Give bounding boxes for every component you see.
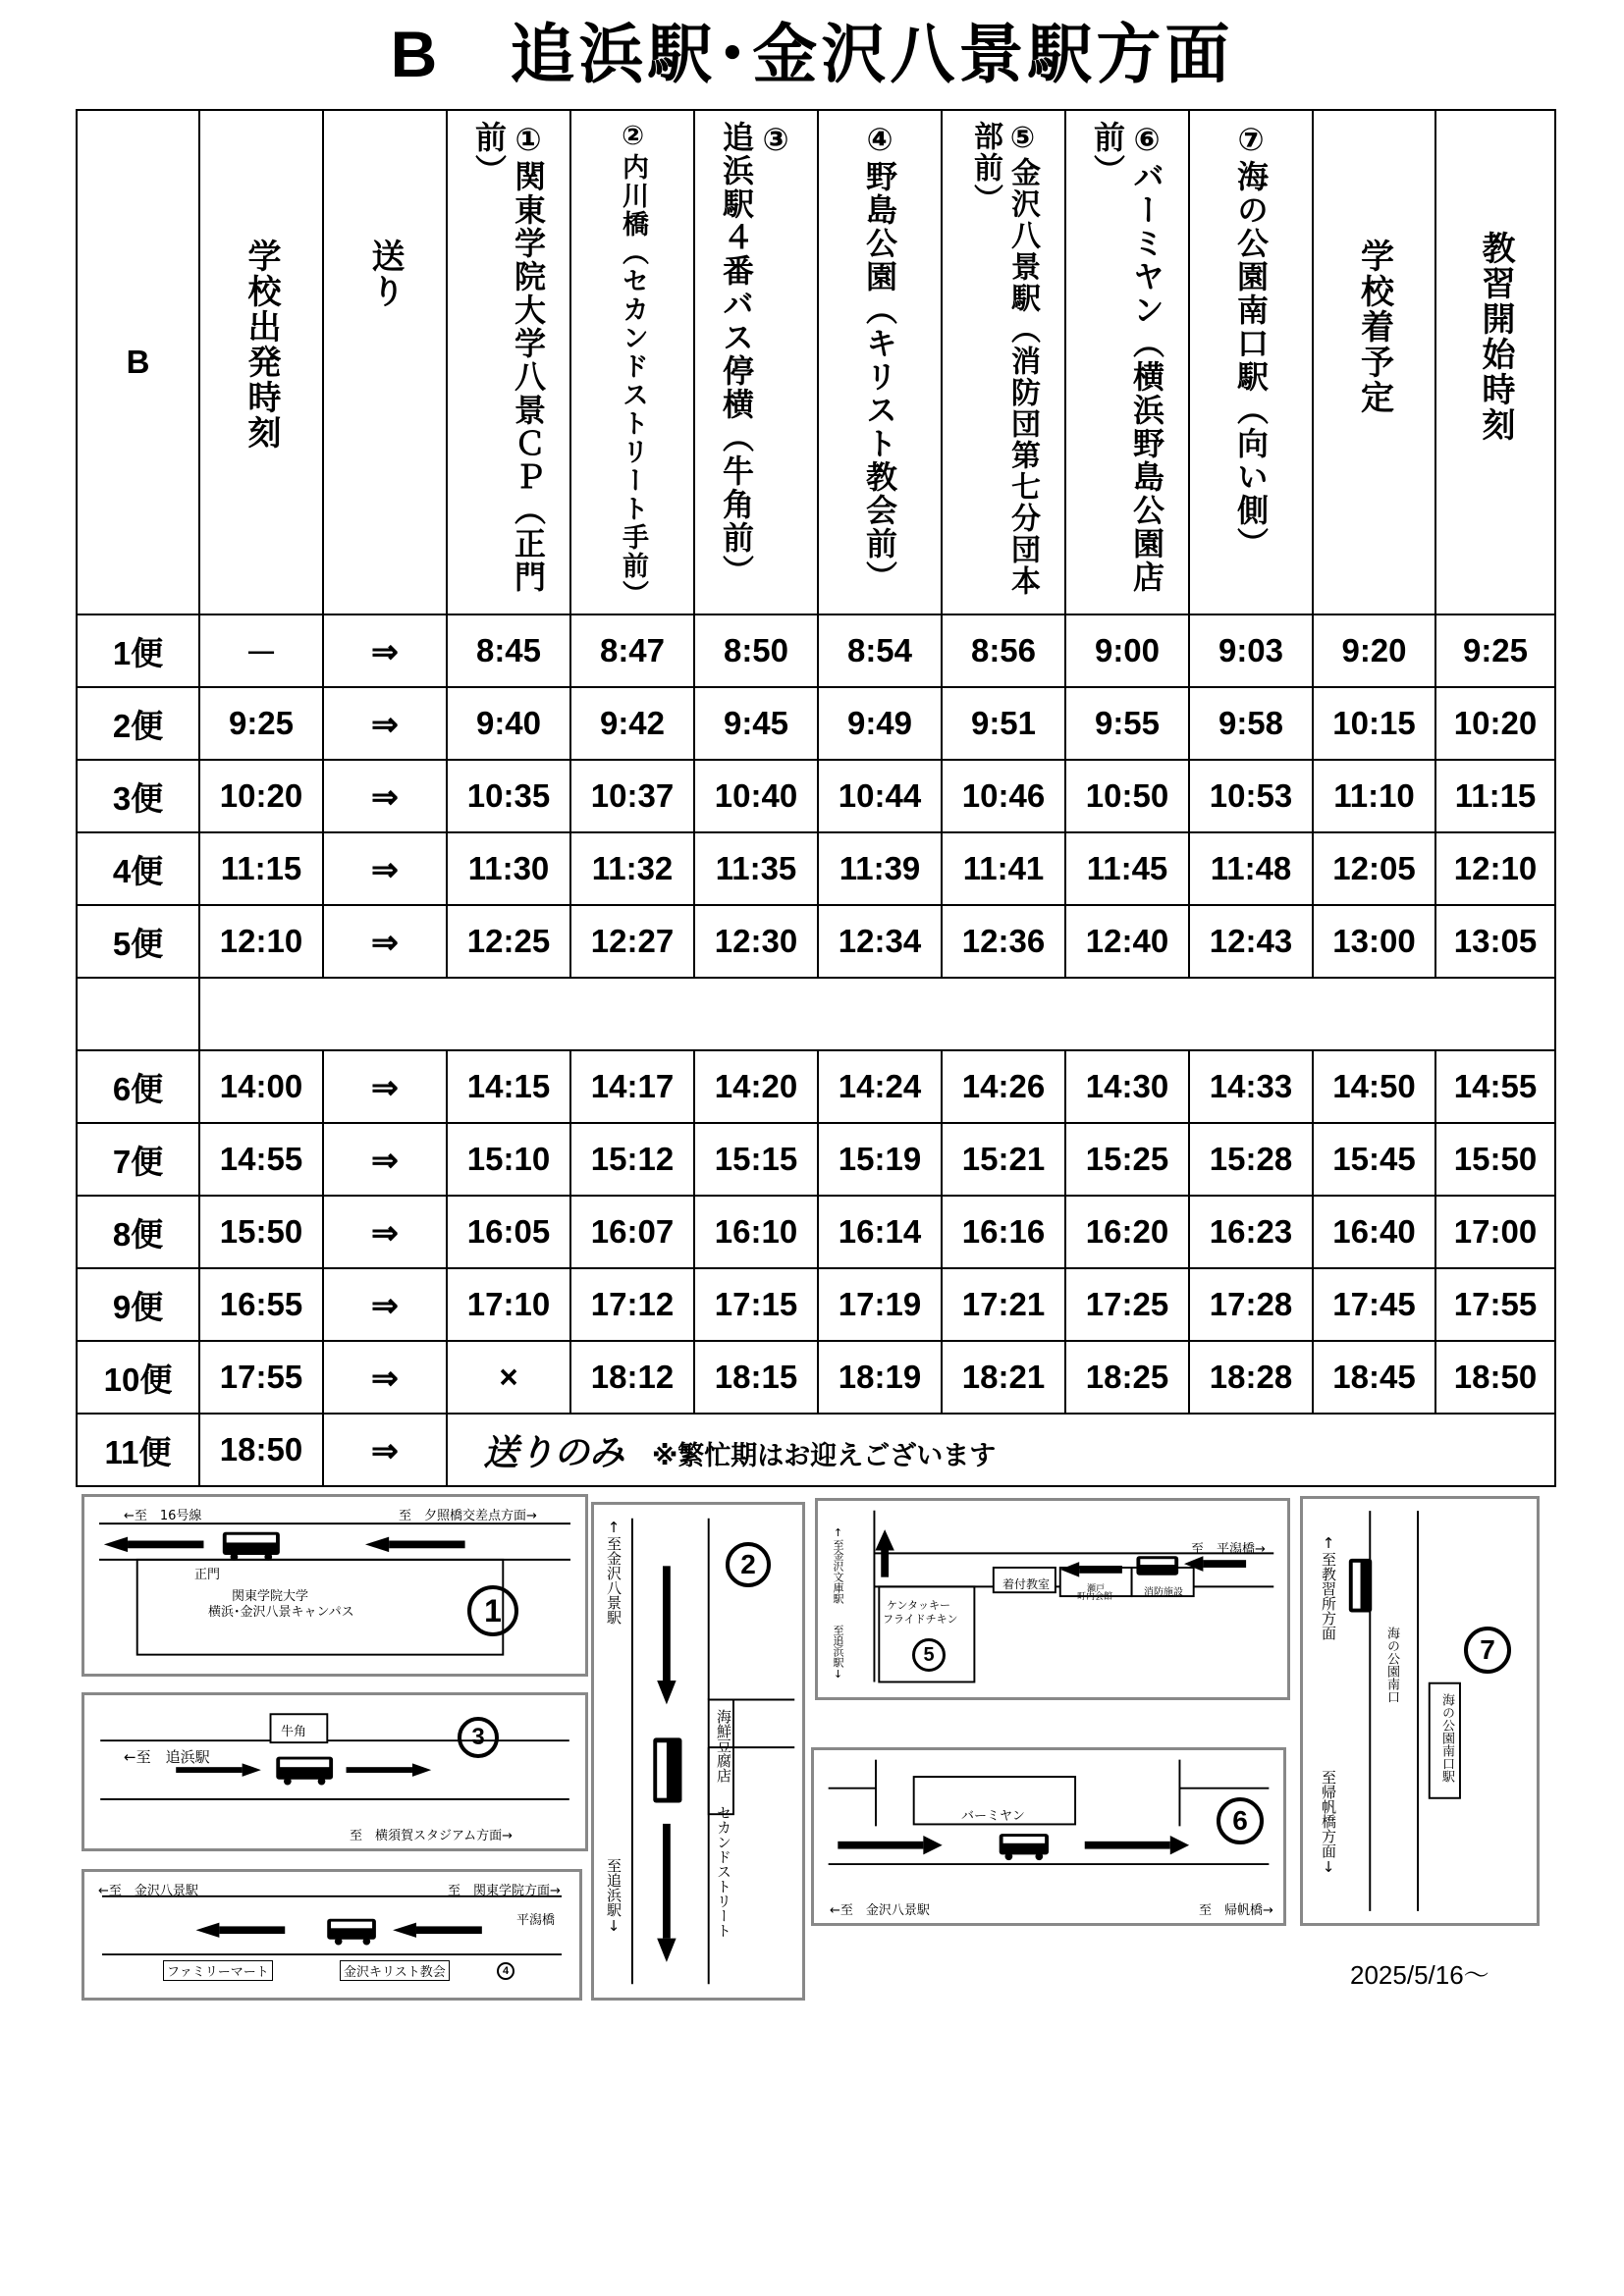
time-cell: 10:40	[694, 760, 818, 832]
time-cell: 11:35	[694, 832, 818, 905]
stop-number: ④	[861, 121, 898, 160]
header-stop-5	[942, 110, 1065, 614]
time-cell: 18:50	[1435, 1341, 1555, 1414]
map-label: 正門	[194, 1568, 221, 1582]
stop-name: 金沢八景駅（消防団第七分団本部前）	[968, 121, 1040, 597]
time-cell: ⇒	[323, 905, 447, 978]
time-cell: 9:58	[1189, 687, 1313, 760]
time-cell: 18:28	[1189, 1341, 1313, 1414]
map-stop-1	[81, 1494, 588, 1677]
map-6-drawing	[814, 1750, 1283, 1923]
map-label: フライドチキン	[883, 1613, 958, 1626]
header-lesson	[1435, 110, 1555, 614]
timetable-morning	[77, 614, 1555, 978]
time-cell: ⇒	[323, 1414, 447, 1486]
time-cell: 14:55	[199, 1123, 323, 1196]
map-label: 海鮮豆腐店	[715, 1709, 732, 1783]
trip-label: 6便	[77, 1050, 199, 1123]
stop-marker: 2	[726, 1542, 771, 1587]
map-label: 至追浜駅↓	[605, 1858, 623, 1935]
time-cell: 15:28	[1189, 1123, 1313, 1196]
table-row	[77, 760, 1555, 832]
time-cell: 11:30	[447, 832, 570, 905]
stop-number: ③	[757, 121, 794, 160]
time-cell: 9:20	[1313, 614, 1435, 687]
stop-marker: 4	[497, 1962, 514, 1980]
map-label: 金沢キリスト教会	[340, 1960, 450, 1981]
map-label: ←至 金沢八景駅	[830, 1903, 930, 1918]
stop-marker: 1	[467, 1585, 518, 1636]
time-cell: 16:14	[818, 1196, 942, 1268]
time-cell: 10:35	[447, 760, 570, 832]
time-cell: 9:25	[1435, 614, 1555, 687]
time-cell: 17:19	[818, 1268, 942, 1341]
table-row	[77, 1123, 1555, 1196]
timetable	[76, 109, 1556, 1487]
map-label: ←至 追浜駅	[124, 1748, 210, 1766]
map-label: 関東学院大学	[232, 1589, 309, 1604]
header-stop-1	[447, 110, 570, 614]
header-row	[77, 110, 1555, 614]
map-label: ↑至教習所方面	[1320, 1534, 1337, 1640]
trip-label: 10便	[77, 1341, 199, 1414]
trip-label: 2便	[77, 687, 199, 760]
time-cell: 16:05	[447, 1196, 570, 1268]
route-destination: 追浜駅･金沢八景駅方面	[510, 17, 1234, 92]
time-cell: 15:50	[1435, 1123, 1555, 1196]
map-stop-4	[81, 1869, 582, 2001]
stop-name: 追浜駅４番バス停横（牛角前）	[718, 121, 755, 588]
time-cell: ⇒	[323, 1050, 447, 1123]
stop-name: 海の公園南口駅（向い側）	[1232, 160, 1270, 561]
time-cell: 10:37	[570, 760, 694, 832]
time-cell: 16:16	[942, 1196, 1065, 1268]
time-cell: 17:00	[1435, 1196, 1555, 1268]
trip-label: 4便	[77, 832, 199, 905]
time-cell: 11:10	[1313, 760, 1435, 832]
map-label: 至 平潟橋→	[1191, 1542, 1266, 1557]
time-cell: 12:10	[199, 905, 323, 978]
header-label: 送り	[365, 239, 405, 309]
map-stop-7	[1300, 1496, 1540, 1926]
table-row	[77, 1341, 1555, 1414]
map-label: ←至 金沢八景駅	[98, 1884, 198, 1898]
time-cell: 18:12	[570, 1341, 694, 1414]
time-cell: 14:50	[1313, 1050, 1435, 1123]
time-cell: ⇒	[323, 760, 447, 832]
header-arrival	[1313, 110, 1435, 614]
header-stop-2	[570, 110, 694, 614]
header-stop-6	[1065, 110, 1189, 614]
time-cell: 8:54	[818, 614, 942, 687]
time-cell: 17:10	[447, 1268, 570, 1341]
time-cell: 17:55	[1435, 1268, 1555, 1341]
time-cell: 17:12	[570, 1268, 694, 1341]
map-label: 町内会館	[1077, 1592, 1113, 1602]
time-cell: 15:21	[942, 1123, 1065, 1196]
map-stop-3	[81, 1692, 588, 1851]
table-row	[77, 687, 1555, 760]
time-cell: 9:42	[570, 687, 694, 760]
time-cell: 16:23	[1189, 1196, 1313, 1268]
table-row	[77, 905, 1555, 978]
time-cell: ×	[447, 1341, 570, 1414]
table-row	[77, 832, 1555, 905]
trip-label: 7便	[77, 1123, 199, 1196]
effective-date: 2025/5/16〜	[1350, 1960, 1489, 1990]
map-7-drawing	[1303, 1499, 1537, 1923]
time-cell: 11:15	[199, 832, 323, 905]
stop-number: ②	[618, 121, 648, 153]
time-cell: 11:15	[1435, 760, 1555, 832]
header-stop-4	[818, 110, 942, 614]
time-cell: 17:45	[1313, 1268, 1435, 1341]
time-cell: 12:25	[447, 905, 570, 978]
map-label: 平潟橋	[516, 1913, 556, 1928]
time-cell: 17:55	[199, 1341, 323, 1414]
stop-number: ⑥	[1128, 121, 1165, 160]
stop-name: 野島公園（キリスト教会前）	[861, 160, 898, 594]
trip-label: 1便	[77, 614, 199, 687]
time-cell: 11:48	[1189, 832, 1313, 905]
time-cell: 15:50	[199, 1196, 323, 1268]
time-cell: 16:07	[570, 1196, 694, 1268]
map-label: 至 帰帆橋→	[1199, 1903, 1273, 1918]
table-row	[77, 1196, 1555, 1268]
time-cell: 17:21	[942, 1268, 1065, 1341]
time-cell: 18:15	[694, 1341, 818, 1414]
time-cell: 16:55	[199, 1268, 323, 1341]
map-label: 消防施設	[1144, 1587, 1183, 1598]
time-cell: －	[199, 614, 323, 687]
trip-label: 5便	[77, 905, 199, 978]
table-row	[77, 614, 1555, 687]
time-cell: 15:19	[818, 1123, 942, 1196]
time-cell: 13:00	[1313, 905, 1435, 978]
table-row	[77, 1414, 1555, 1486]
stop-name: バーミヤン（横浜野島公園店前）	[1089, 121, 1165, 594]
time-cell: 9:49	[818, 687, 942, 760]
time-cell: ⇒	[323, 687, 447, 760]
stop-name: 関東学院大学八景ＣＰ（正門前）	[470, 121, 547, 594]
stop-marker: 5	[912, 1638, 946, 1672]
time-cell: 15:15	[694, 1123, 818, 1196]
time-cell: 18:19	[818, 1341, 942, 1414]
header-label: 教習開始時刻	[1476, 231, 1515, 443]
time-cell: 12:10	[1435, 832, 1555, 905]
busy-season-note: ※繁忙期はお迎えございます	[652, 1440, 997, 1471]
time-cell: 10:20	[1435, 687, 1555, 760]
time-cell: 12:27	[570, 905, 694, 978]
time-cell: 15:45	[1313, 1123, 1435, 1196]
time-cell: ⇒	[323, 1123, 447, 1196]
stop-marker: 3	[458, 1717, 499, 1758]
time-cell: 8:50	[694, 614, 818, 687]
time-cell: 17:28	[1189, 1268, 1313, 1341]
time-cell: 11:39	[818, 832, 942, 905]
time-cell: ⇒	[323, 1268, 447, 1341]
time-cell: ⇒	[323, 1341, 447, 1414]
header-stop-3	[694, 110, 818, 614]
time-cell: 15:12	[570, 1123, 694, 1196]
time-cell: 15:25	[1065, 1123, 1189, 1196]
time-cell: 10:15	[1313, 687, 1435, 760]
time-cell: ⇒	[323, 1196, 447, 1268]
break-row	[77, 978, 1555, 1050]
time-cell: 11:41	[942, 832, 1065, 905]
map-2-drawing	[594, 1505, 802, 1998]
time-cell: 17:25	[1065, 1268, 1189, 1341]
time-cell: 12:40	[1065, 905, 1189, 978]
time-cell: 16:10	[694, 1196, 818, 1268]
time-cell: 14:15	[447, 1050, 570, 1123]
map-label: 至帰帆橋方面↓	[1320, 1770, 1337, 1876]
time-cell: 14:26	[942, 1050, 1065, 1123]
time-cell: 14:20	[694, 1050, 818, 1123]
map-label: セカンドストリート	[715, 1805, 732, 1938]
map-label: ↑至金沢八景駅	[605, 1519, 623, 1625]
map-stop-6	[811, 1747, 1286, 1926]
time-cell: 10:46	[942, 760, 1065, 832]
corner-cell: B	[77, 110, 199, 614]
map-label: 海の公園南口駅	[1439, 1693, 1454, 1783]
time-cell: 12:43	[1189, 905, 1313, 978]
time-cell: 13:05	[1435, 905, 1555, 978]
time-cell: 9:45	[694, 687, 818, 760]
trip-label: 11便	[77, 1414, 199, 1486]
time-cell: 18:25	[1065, 1341, 1189, 1414]
time-cell: 8:45	[447, 614, 570, 687]
map-stop-2	[591, 1502, 805, 2001]
timetable-afternoon	[77, 1050, 1555, 1414]
map-label: 至 横須賀スタジアム方面→	[350, 1829, 513, 1843]
time-cell: 10:20	[199, 760, 323, 832]
stop-number: ①	[510, 121, 547, 160]
time-cell: 10:50	[1065, 760, 1189, 832]
map-label: 瀬戸	[1087, 1584, 1106, 1594]
trip-label: 8便	[77, 1196, 199, 1268]
stop-number: ⑦	[1232, 121, 1270, 160]
time-cell: 12:34	[818, 905, 942, 978]
time-cell: 18:50	[199, 1414, 323, 1486]
time-cell: 16:40	[1313, 1196, 1435, 1268]
stop-number: ⑤	[1005, 121, 1040, 157]
time-cell: 17:15	[694, 1268, 818, 1341]
time-cell: 11:45	[1065, 832, 1189, 905]
trip-label: 3便	[77, 760, 199, 832]
time-cell: 14:55	[1435, 1050, 1555, 1123]
time-cell: 9:00	[1065, 614, 1189, 687]
map-label: バーミヤン	[961, 1809, 1025, 1824]
time-cell: 18:45	[1313, 1341, 1435, 1414]
route-code: B	[390, 18, 442, 90]
time-cell: 14:33	[1189, 1050, 1313, 1123]
time-cell: 12:36	[942, 905, 1065, 978]
map-label: 牛角	[281, 1725, 307, 1739]
header-depart	[199, 110, 323, 614]
map-label: ←至 16号線	[124, 1509, 202, 1523]
time-cell: 8:56	[942, 614, 1065, 687]
time-cell: 9:40	[447, 687, 570, 760]
stop-name: 内川橋（セカンドストリート手前）	[618, 153, 648, 609]
table-row	[77, 1050, 1555, 1123]
page-title	[0, 17, 1624, 92]
map-1-drawing	[84, 1497, 585, 1674]
stop-marker: 7	[1464, 1627, 1511, 1674]
map-label: 至 関東学院方面→	[448, 1884, 561, 1898]
time-cell: 9:51	[942, 687, 1065, 760]
time-cell: 9:55	[1065, 687, 1189, 760]
time-cell: ⇒	[323, 614, 447, 687]
table-row	[77, 1268, 1555, 1341]
time-cell: 14:17	[570, 1050, 694, 1123]
header-send	[323, 110, 447, 614]
time-cell: 9:25	[199, 687, 323, 760]
time-cell: 11:32	[570, 832, 694, 905]
map-label: ファミリーマート	[163, 1960, 273, 1981]
time-cell: 9:03	[1189, 614, 1313, 687]
map-label: ↑至金沢文庫駅	[832, 1526, 844, 1604]
time-cell: 16:20	[1065, 1196, 1189, 1268]
time-cell: 18:21	[942, 1341, 1065, 1414]
time-cell: 12:05	[1313, 832, 1435, 905]
send-only-label: 送りのみ	[483, 1432, 625, 1473]
header-label: 学校着予定	[1354, 239, 1394, 415]
map-label: 着付教室	[1002, 1577, 1051, 1591]
trip-label: 9便	[77, 1268, 199, 1341]
map-label: ケンタッキー	[887, 1599, 951, 1612]
header-label: 学校出発時刻	[242, 239, 281, 451]
time-cell: 15:10	[447, 1123, 570, 1196]
time-cell: 14:24	[818, 1050, 942, 1123]
time-cell: 10:53	[1189, 760, 1313, 832]
time-cell: ⇒	[323, 832, 447, 905]
send-only-cell	[447, 1414, 1555, 1486]
header-stop-7	[1189, 110, 1313, 614]
map-label: 至追浜駅↓	[832, 1625, 844, 1681]
map-label: 海の公園南口	[1384, 1627, 1399, 1703]
time-cell: 10:44	[818, 760, 942, 832]
stop-marker: 6	[1217, 1797, 1264, 1844]
time-cell: 14:00	[199, 1050, 323, 1123]
time-cell: 12:30	[694, 905, 818, 978]
time-cell: 8:47	[570, 614, 694, 687]
map-stop-5	[815, 1498, 1290, 1700]
map-label: 横浜･金沢八景キャンパス	[208, 1605, 354, 1620]
map-label: 至 夕照橋交差点方面→	[399, 1509, 537, 1523]
time-cell: 14:30	[1065, 1050, 1189, 1123]
